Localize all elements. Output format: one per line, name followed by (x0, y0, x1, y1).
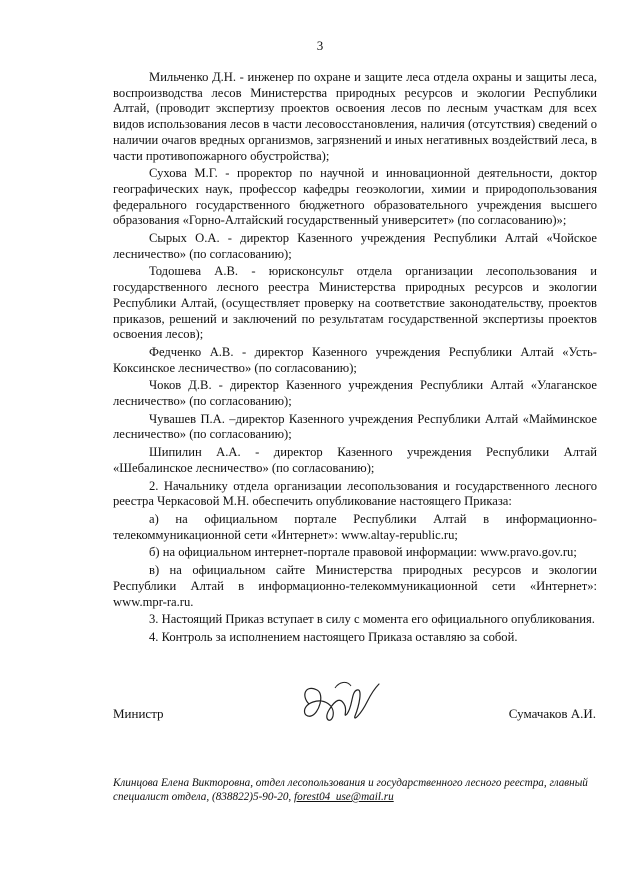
executor-footer (113, 776, 597, 804)
paragraph-item-3: 3. Настоящий Приказ вступает в силу с момента его официального опубликования. (149, 612, 595, 627)
paragraph-fedchenko: Федченко А.В. - директор Казенного учреждения Республики Алтай «Усть-Коксинское лесничество» (по согласованию); (113, 344, 597, 375)
paragraph-item-2a: а) на официальном портале Республики Алтай в информационно-телекоммуникационной сети «Интернет»: www.altay-republic.ru; (113, 511, 597, 542)
document-body (113, 70, 597, 648)
page-number: 3 (316, 38, 324, 53)
signature-position: Министр (113, 706, 164, 721)
paragraph-item-2: 2. Начальнику отдела организации лесопользования и государственного лесного реестра Черкасовой М.Н. обеспечить опубликование настоящего Приказа: (113, 478, 597, 509)
paragraph-item-4: 4. Контроль за исполнением настоящего Приказа оставляю за собой. (149, 629, 518, 644)
handwritten-signature-icon (295, 676, 385, 732)
paragraph-item-2c: в) на официальном сайте Министерства природных ресурсов и экологии Республики Алтай в информационно-телекоммуникационной сети «Интернет»: www.mpr-ra.ru. (113, 563, 597, 609)
paragraph-chokov: Чоков Д.В. - директор Казенного учреждения Республики Алтай «Улаганское лесничество» (по согласованию); (113, 378, 597, 409)
executor-info: Клинцова Елена Викторовна, отдел лесопользования и государственного лесного реестра, главный специалист отдела, (838822)5-90-20, (113, 777, 588, 803)
paragraph-todosheva: Тодошева А.В. - юрисконсульт отдела организации лесопользования и государственного лесного реестра Министерства природных ресурсов и экологии Республики Алтай, (осуществляет проверку на соответствие законодательству, проектов приказов, решений и заключений по результатам государственной экспертизы проектов освоения лесов); (113, 264, 597, 342)
paragraph-syrykh: Сырых О.А. - директор Казенного учреждения Республики Алтай «Чойское лесничество» (по согласованию); (113, 231, 597, 261)
paragraph-milchenko: Мильченко Д.Н. - инженер по охране и защите леса отдела охраны и защиты леса, воспроизводства лесов Министерства природных ресурсов и экологии Республики Алтай, (проводит экспертизу проектов освоения лесов по лесным участкам для всех видов использования лесов в части лесовосстановления, наличия (отсутствия) сведений о наличии очагов вредных организмов, загрязнений и иных негативных воздействий леса, в части противопожарного обустройства); (113, 70, 597, 163)
paragraph-sukhova: Сухова М.Г. - проректор по научной и инновационной деятельности, доктор географических наук, профессор кафедры геоэкологии, химии и природопользования федерального государственного бюджетного образовательного учреждения высшего образования «Горно-Алтайский государственный университет» (по согласованию)»; (113, 166, 597, 228)
paragraph-item-2b: б) на официальном интернет-портале правовой информации: www.pravo.gov.ru; (149, 545, 577, 560)
signature-name: Сумачаков А.И. (508, 706, 596, 721)
paragraph-chuvashev: Чувашев П.А. –директор Казенного учреждения Республики Алтай «Майминское лесничество» (по согласованию); (113, 411, 597, 442)
paragraph-shipilin: Шипилин А.А. - директор Казенного учреждения Республики Алтай «Шебалинское лесничество» (по согласованию); (113, 445, 597, 475)
executor-email-link[interactable]: forest04_use@mail.ru (294, 791, 394, 803)
